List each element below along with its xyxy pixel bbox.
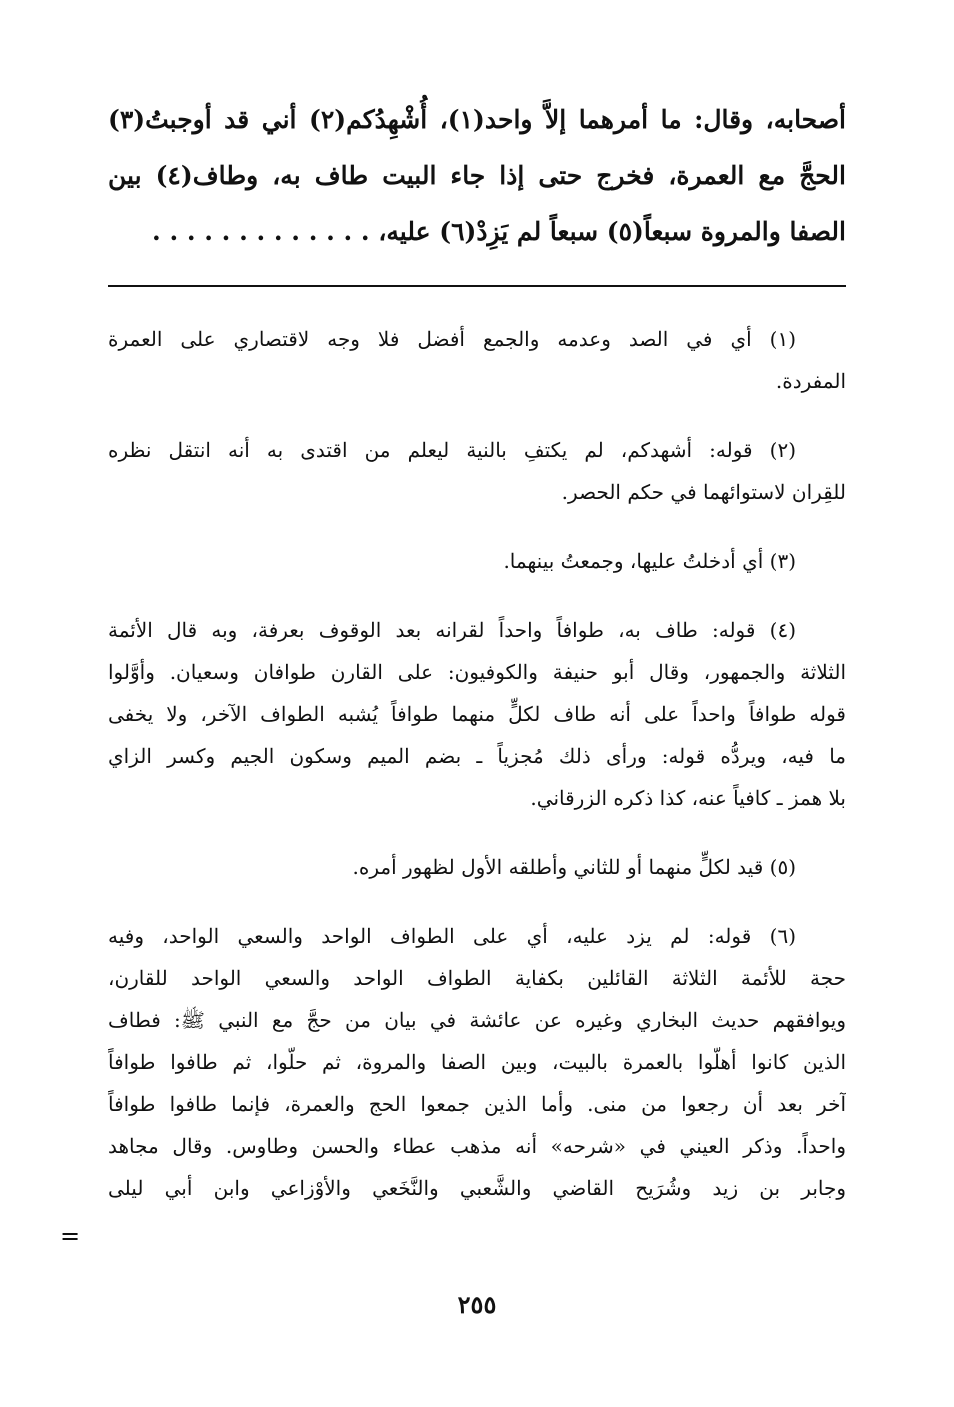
footnote-line: ما فيه، ويردُّه قوله: ورأى ذلك مُجزياً ـ بضم الميم وسكون الجيم وكسر الزاي: [108, 744, 846, 768]
footnote-line: قوله طوافاً واحداً على أنه طاف لكلٍّ منهما طوافاً يُشبه الطواف الآخر، ولا يخفى: [108, 702, 846, 726]
footnote-line: ويوافقهم حديث البخاري وغيره عن عائشة في بيان من حجَّ مع النبي ﷺ: فطاف: [108, 1008, 846, 1032]
footnote-line: آخر بعد أن رجعوا من منى. وأما الذين جمعوا الحج والعمرة، فإنما طافوا طوافاً: [108, 1092, 846, 1116]
main-text-line: الصفا والمروة سبعاً(٥) سبعاً لم يَزِدْ(٦) عليه، . . . . . . . . . . . . .: [152, 217, 846, 246]
footnote-6: [108, 915, 846, 1209]
footnote-line: (٢) قوله: أشهدكم، لم يكتفِ بالنية ليعلم من اقتدى به أنه انتقل نظره: [108, 438, 796, 462]
main-text: [108, 92, 846, 260]
footnote-line: (١) أي في الصد وعدمه والجمع أفضل فلا وجه لاقتصاري على العمرة: [108, 327, 796, 351]
footnote-3: [108, 540, 846, 582]
main-text-line: أصحابه، وقال: ما أمرهما إلاَّ واحد(١)، أُشْهِدُكم(٢) أني قد أوجبتُ(٣): [108, 105, 846, 134]
footnote-line: واحداً. وذكر العيني في «شرحه» أنه مذهب عطاء والحسن وطاوس. وقال مجاهد: [108, 1134, 846, 1158]
footnote-line: للقِران لاستوائهما في حكم الحصر.: [561, 480, 846, 504]
footnote-line: بلا همز ـ كافياً عنه، كذا ذكره الزرقاني.: [530, 786, 846, 810]
footnote-line: الذين كانوا أهلّوا بالعمرة بالبيت، وبين الصفا والمروة، ثم حلّوا، ثم طافوا طوافاً: [108, 1050, 846, 1074]
footnote-4: [108, 609, 846, 819]
footnote-2: [108, 429, 846, 513]
continuation-mark: =: [60, 1222, 81, 1250]
footnote-line: المفردة.: [775, 369, 846, 393]
footnote-line: وجابر بن زيد وشُرَيح القاضي والشَّعبي والنَّخَعي والأوْزاعي وابن أبي ليلى: [108, 1176, 846, 1200]
footnote-line: (٣) أي أدخلتُ عليها، وجمعتُ بينهما.: [503, 549, 796, 573]
footnote-line: (٥) قيد لكلٍّ منهما أو للثاني وأطلقه الأول لظهور أمره.: [352, 855, 796, 879]
footnotes: [108, 318, 846, 1236]
footnote-5: [108, 846, 846, 888]
footnote-line: (٦) قوله: لم يزد عليه، أي على الطواف الواحد والسعي الواحد، وفيه: [108, 924, 796, 948]
footnote-line: (٤) قوله: طاف به، طوافاً واحداً لقرانه بعد الوقوف بعرفة، وبه قال الأئمة: [108, 618, 796, 642]
footnote-separator: [108, 285, 846, 287]
footnote-line: حجة للأئمة الثلاثة القائلين بكفاية الطواف الواحد والسعي الواحد للقارن،: [108, 966, 846, 990]
footnote-line: الثلاثة والجمهور، وقال أبو حنيفة والكوفيون: على القارن طوافان وسعيان. وأوَّلوا: [108, 660, 846, 684]
main-text-line: الحجَّ مع العمرة، فخرج حتى إذا جاء البيت طاف به، وطاف(٤) بين: [108, 161, 846, 190]
page-number: ٢٥٥: [457, 1290, 497, 1319]
footnote-1: [108, 318, 846, 402]
